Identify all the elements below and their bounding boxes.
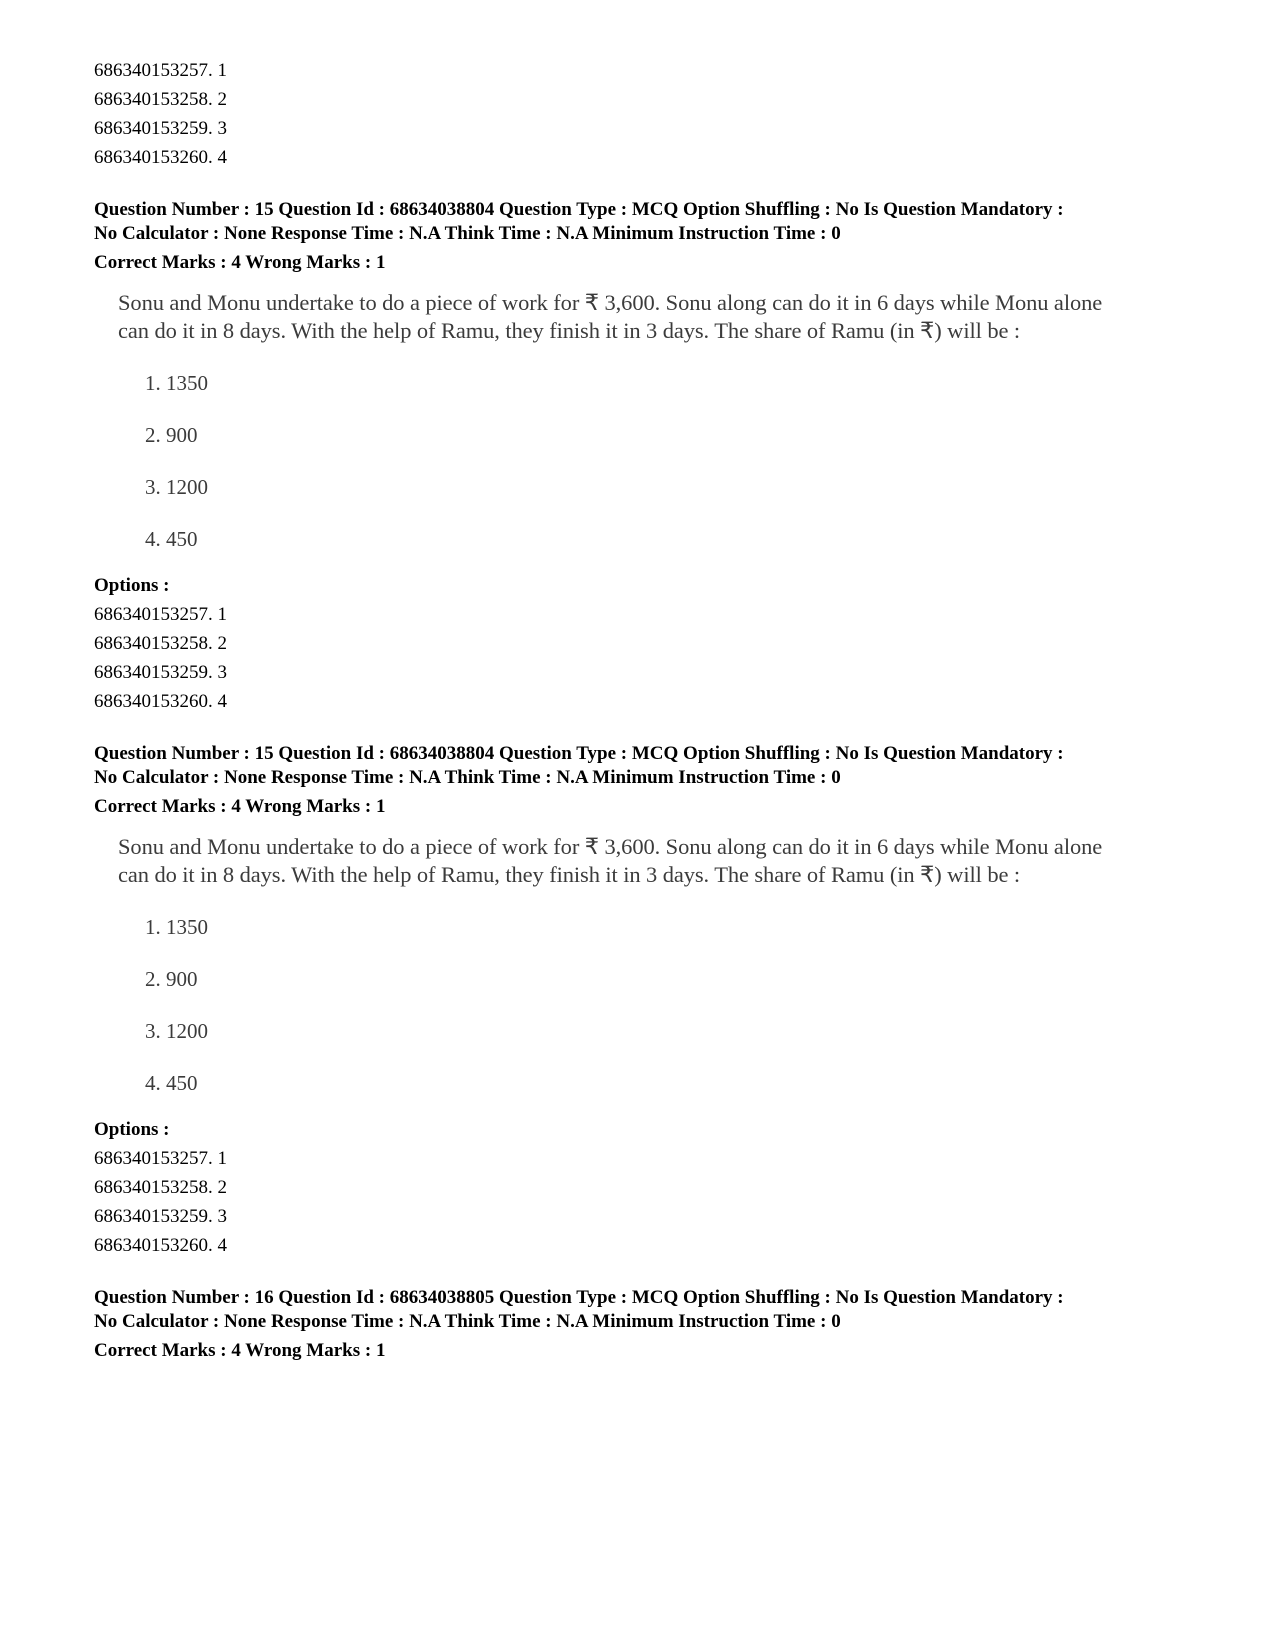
question-meta-line-1: Question Number : 16 Question Id : 68634038805 Question Type : MCQ Option Shuffling : No Is Question Mandatory : — [94, 1287, 1064, 1308]
option-line: 686340153260. 4 — [94, 147, 227, 168]
question-marks: Correct Marks : 4 Wrong Marks : 1 — [94, 1340, 386, 1361]
option-line: 686340153259. 3 — [94, 1206, 227, 1227]
question-text-line-1: Sonu and Monu undertake to do a piece of work for ₹ 3,600. Sonu along can do it in 6 days while Monu alone — [118, 290, 1103, 315]
question-block — [94, 742, 1194, 1260]
option-line: 686340153257. 1 — [94, 604, 227, 625]
answer-choice: 2. 900 — [145, 967, 198, 991]
option-line: 686340153257. 1 — [94, 60, 227, 81]
question-meta-line-1: Question Number : 15 Question Id : 68634038804 Question Type : MCQ Option Shuffling : No Is Question Mandatory : — [94, 199, 1064, 220]
option-line: 686340153260. 4 — [94, 1235, 227, 1256]
option-line: 686340153259. 3 — [94, 662, 227, 683]
question-text-line-2: can do it in 8 days. With the help of Ramu, they finish it in 3 days. The share of Ramu (in ₹) will be : — [118, 318, 1021, 343]
answer-choice: 3. 1200 — [145, 475, 208, 499]
question-meta-line-1: Question Number : 15 Question Id : 68634038804 Question Type : MCQ Option Shuffling : No Is Question Mandatory : — [94, 743, 1064, 764]
option-line: 686340153258. 2 — [94, 633, 227, 654]
question-text-line-1: Sonu and Monu undertake to do a piece of work for ₹ 3,600. Sonu along can do it in 6 days while Monu alone — [118, 834, 1103, 859]
question-block — [94, 1286, 1194, 1363]
options-label: Options : — [94, 1119, 170, 1140]
question-meta-line-2: No Calculator : None Response Time : N.A Think Time : N.A Minimum Instruction Time : 0 — [94, 223, 841, 244]
option-line: 686340153259. 3 — [94, 118, 227, 139]
answer-choice: 2. 900 — [145, 423, 198, 447]
answer-choice: 1. 1350 — [145, 915, 208, 939]
option-line: 686340153258. 2 — [94, 1177, 227, 1198]
question-marks: Correct Marks : 4 Wrong Marks : 1 — [94, 252, 386, 273]
top-options-list — [94, 56, 1194, 172]
option-line: 686340153258. 2 — [94, 89, 227, 110]
document-page — [94, 56, 1194, 1363]
question-text-line-2: can do it in 8 days. With the help of Ramu, they finish it in 3 days. The share of Ramu (in ₹) will be : — [118, 862, 1021, 887]
question-meta-line-2: No Calculator : None Response Time : N.A Think Time : N.A Minimum Instruction Time : 0 — [94, 1311, 841, 1332]
answer-choice: 4. 450 — [145, 1071, 198, 1095]
options-label: Options : — [94, 575, 170, 596]
question-marks: Correct Marks : 4 Wrong Marks : 1 — [94, 796, 386, 817]
answer-choice: 1. 1350 — [145, 371, 208, 395]
question-block — [94, 198, 1194, 716]
question-image — [118, 833, 1178, 1096]
question-meta-line-2: No Calculator : None Response Time : N.A Think Time : N.A Minimum Instruction Time : 0 — [94, 767, 841, 788]
question-image — [118, 289, 1178, 552]
answer-choice: 4. 450 — [145, 527, 198, 551]
option-line: 686340153257. 1 — [94, 1148, 227, 1169]
answer-choice: 3. 1200 — [145, 1019, 208, 1043]
options-list — [94, 1144, 1194, 1260]
options-list — [94, 600, 1194, 716]
option-line: 686340153260. 4 — [94, 691, 227, 712]
